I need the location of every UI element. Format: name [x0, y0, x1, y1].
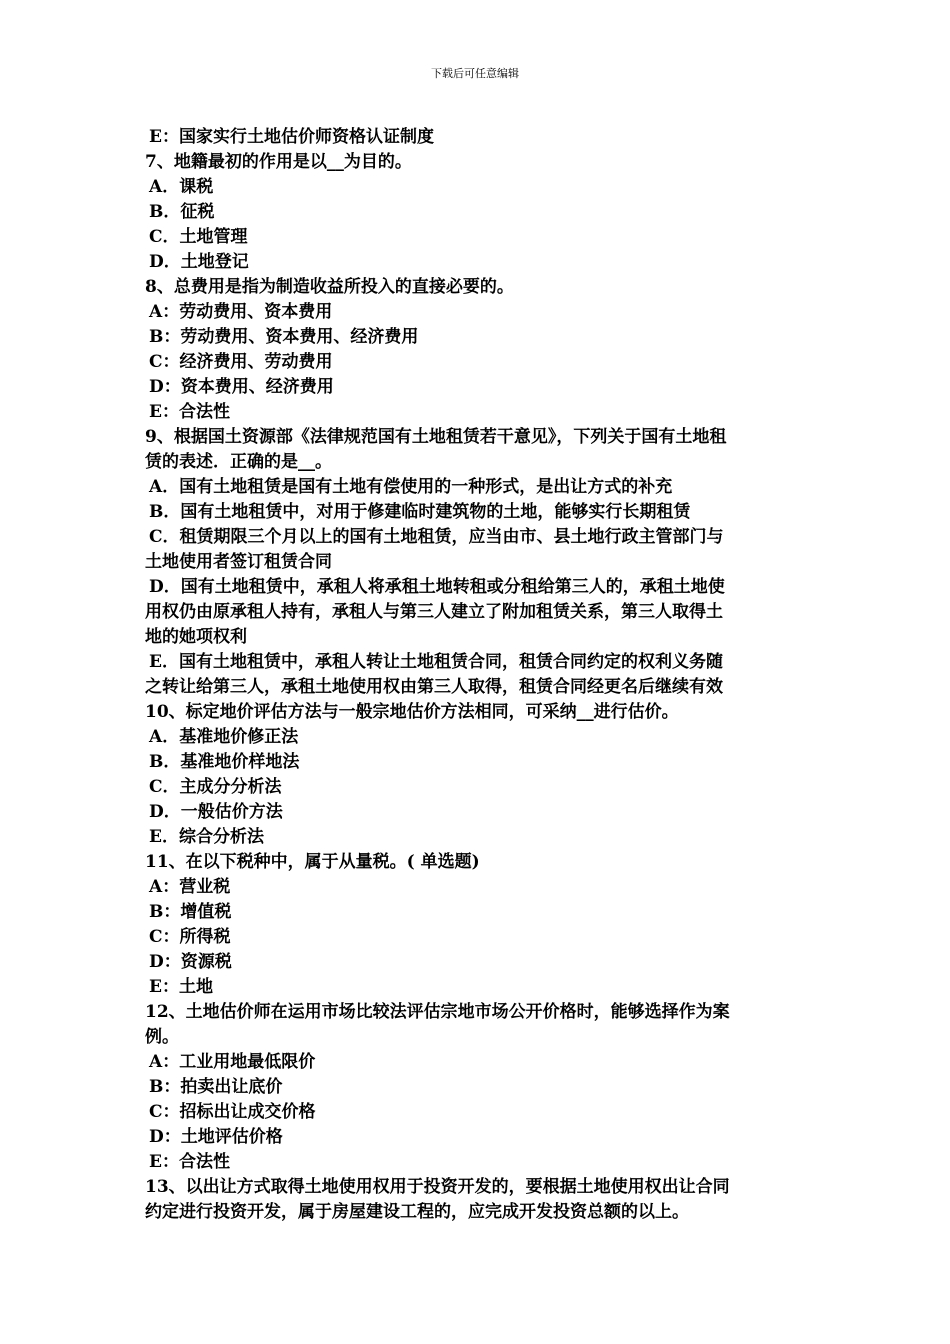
answer-option-line: D．国有土地租赁中，承租人将承租土地转租或分租给第三人的，承租土地使 [149, 577, 725, 597]
answer-option-line: C．主成分分析法 [149, 777, 282, 797]
answer-option-line: B：劳动费用、资本费用、经济费用 [149, 327, 419, 347]
page-header: 下载后可任意编辑 [431, 67, 519, 80]
answer-option-line: A：劳动费用、资本费用 [149, 302, 333, 322]
answer-option-line: E：土地 [149, 977, 213, 997]
question-text-line: 11、在以下税种中，属于从量税。( 单选题) [145, 852, 480, 872]
answer-option-line: B．征税 [149, 202, 215, 222]
answer-option-line: D：资本费用、经济费用 [149, 377, 334, 397]
question-text-line: 7、地籍最初的作用是以__为目的。 [145, 152, 412, 172]
question-text-line: 地的她项权利 [145, 627, 247, 647]
answer-option-line: B．基准地价样地法 [149, 752, 300, 772]
question-text-line: 赁的表述．正确的是__。 [145, 452, 332, 472]
question-text-line: 10、标定地价评估方法与一般宗地估价方法相同，可采纳__进行估价。 [145, 702, 679, 722]
answer-option-line: A．基准地价修正法 [149, 727, 299, 747]
document-body [145, 125, 810, 1225]
answer-option-line: C：所得税 [149, 927, 231, 947]
question-text-line: 13、以出让方式取得土地使用权用于投资开发的，要根据土地使用权出让合同 [145, 1177, 730, 1197]
question-text-line: 8、总费用是指为制造收益所投入的直接必要的。 [145, 277, 514, 297]
answer-option-line: A：营业税 [149, 877, 231, 897]
answer-option-line: E．国有土地租赁中，承租人转让土地租赁合同，租赁合同约定的权利义务随 [149, 652, 723, 672]
question-text-line: 12、土地估价师在运用市场比较法评估宗地市场公开价格时，能够选择作为案 [145, 1002, 730, 1022]
answer-option-line: A：工业用地最低限价 [149, 1052, 316, 1072]
answer-option-line: A．课税 [149, 177, 214, 197]
question-text-line: 例。 [145, 1027, 179, 1047]
question-text-line: 9、根据国土资源部《法律规范国有土地租赁若干意见》，下列关于国有土地租 [145, 427, 727, 447]
question-text-line: 土地使用者签订租赁合同 [145, 552, 332, 572]
answer-option-line: D：资源税 [149, 952, 232, 972]
answer-option-line: A．国有土地租赁是国有土地有偿使用的一种形式，是出让方式的补充 [149, 477, 673, 497]
answer-option-line: B：拍卖出让底价 [149, 1077, 283, 1097]
answer-option-line: E：合法性 [149, 402, 230, 422]
answer-option-line: D．土地登记 [149, 252, 249, 272]
answer-option-line: E：国家实行土地估价师资格认证制度 [149, 127, 434, 147]
answer-option-line: C．租赁期限三个月以上的国有土地租赁，应当由市、县土地行政主管部门与 [149, 527, 724, 547]
answer-option-line: B：增值税 [149, 902, 232, 922]
answer-option-line: C：招标出让成交价格 [149, 1102, 316, 1122]
answer-option-line: D：土地评估价格 [149, 1127, 283, 1147]
question-text-line: 约定进行投资开发，属于房屋建设工程的，应完成开发投资总额的以上。 [145, 1202, 689, 1222]
answer-option-line: C：经济费用、劳动费用 [149, 352, 333, 372]
answer-option-line: C．土地管理 [149, 227, 248, 247]
question-text-line: 之转让给第三人，承租土地使用权由第三人取得，租赁合同经更名后继续有效 [145, 677, 723, 697]
question-text-line: 用权仍由原承租人持有，承租人与第三人建立了附加租赁关系，第三人取得土 [145, 602, 723, 622]
answer-option-line: E．综合分析法 [149, 827, 264, 847]
answer-option-line: B．国有土地租赁中，对用于修建临时建筑物的土地，能够实行长期租赁 [149, 502, 691, 522]
answer-option-line: D．一般估价方法 [149, 802, 283, 822]
answer-option-line: E：合法性 [149, 1152, 230, 1172]
